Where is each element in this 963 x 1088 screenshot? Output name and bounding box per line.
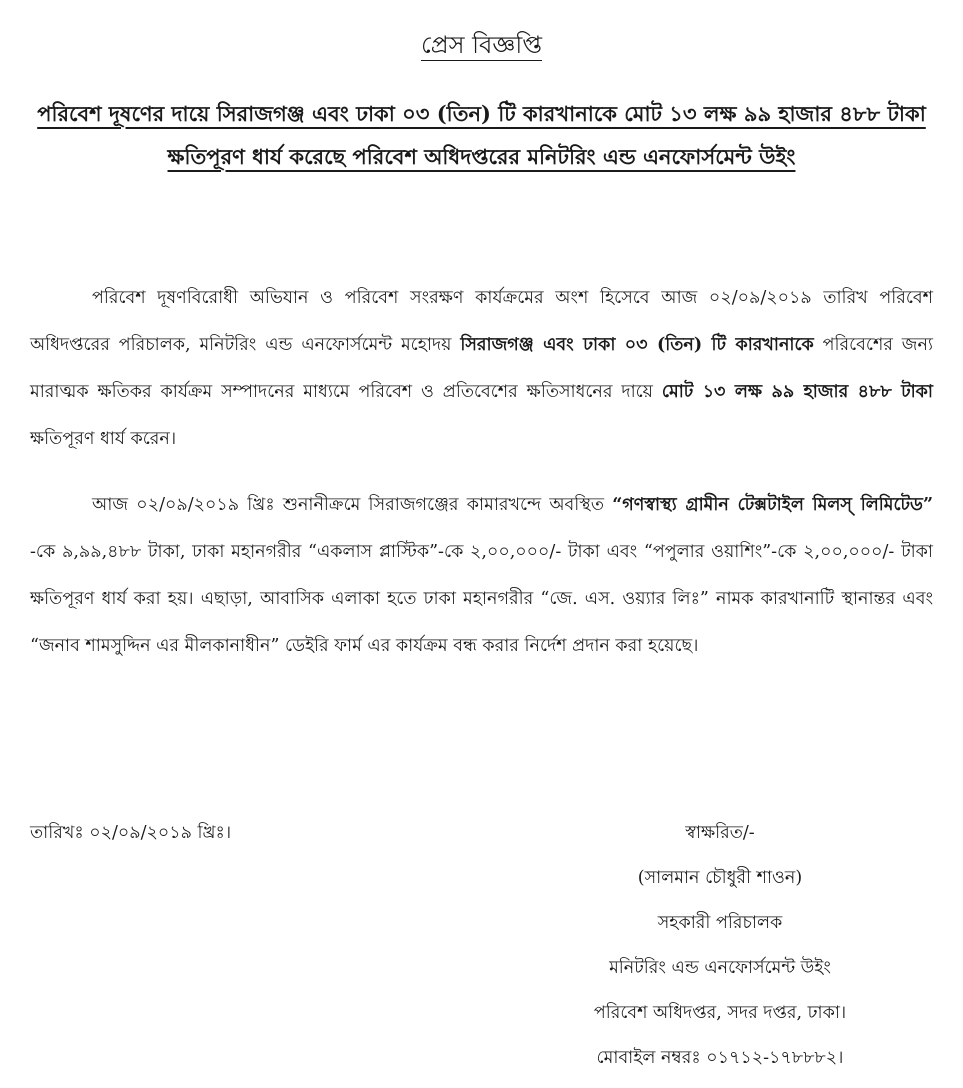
paragraph-1-text-1: পরিবেশ দূষণবিরোধী অভিযান ও পরিবেশ সংরক্ষণ কার্যক্রমের অংশ হিসেবে আজ ০২/০৯/২০১৯ তারিখ পরিবেশ অধিদপ্তরের পরিচালক, মনিটরিং এন্ড এনফোর্সমেন্ট মহোদয় — [30, 288, 933, 355]
headline: পরিবেশ দূষণের দায়ে সিরাজগঞ্জ এবং ঢাকা ০৩ (তিন) টি কারখানাকে মোট ১৩ লক্ষ ৯৯ হাজার ৪৮৮ টাকা ক্ষতিপূরণ ধার্য করেছে পরিবেশ অধিদপ্তরের মনিটরিং এন্ড এনফোর্সমেন্ট উইং — [37, 101, 926, 169]
paragraph-1-text-3: ক্ষতিপূরণ ধার্য করেন। — [30, 429, 177, 449]
document-date: তারিখঃ ০২/০৯/২০১৯ খ্রিঃ। — [30, 823, 232, 843]
paragraph-1 — [30, 275, 933, 463]
paragraph-1-text-2: পরিবেশের জন্য মারাত্মক ক্ষতিকর কার্যক্রম সম্পাদনের মাধ্যমে পরিবেশ ও প্রতিবেশের ক্ষতিসাধনের দায়ে — [30, 335, 933, 402]
signatory-office: পরিবেশ অধিদপ্তর, সদর দপ্তর, ঢাকা। — [593, 1003, 847, 1023]
signature-block — [520, 818, 920, 1088]
paragraph-1-bold-1: সিরাজগঞ্জ এবং ঢাকা ০৩ (তিন) টি কারখানাকে — [460, 335, 814, 355]
signatory-wing: মনিটরিং এন্ড এনফোর্সমেন্ট উইং — [609, 958, 831, 978]
document-title — [0, 28, 963, 62]
paragraph-1-bold-2: মোট ১৩ লক্ষ ৯৯ হাজার ৪৮৮ টাকা — [661, 382, 933, 402]
paragraph-2-text-1: আজ ০২/০৯/২০১৯ খ্রিঃ শুনানীক্রমে সিরাজগঞ্জের কামারখন্দে অবস্থিত — [92, 495, 613, 515]
signatory-name: (সালমান চৌধুরী শাওন) — [637, 868, 803, 888]
signatory-designation: সহকারী পরিচালক — [657, 913, 783, 933]
paragraph-2-bold-1: “গণস্বাস্থ্য গ্রামীন টেক্সটাইল মিলস্ লিমিটেড” — [612, 495, 934, 515]
signed-label: স্বাক্ষরিত/- — [685, 823, 755, 843]
signatory-mobile: মোবাইল নম্বরঃ ০১৭১২-১৭৮৮৮২। — [596, 1048, 844, 1068]
document-title-text: প্রেস বিজ্ঞপ্তি — [421, 31, 542, 59]
paragraph-2 — [30, 482, 933, 670]
paragraph-2-text-2: -কে ৯,৯৯,৪৮৮ টাকা, ঢাকা মহানগরীর “একলাস প্লাস্টিক”-কে ২,০০,০০০/- টাকা এবং “পপুলার ওয়াশিং”-কে ২,০০,০০০/- টাকা ক্ষতিপূরণ ধার্য করা হয়। এছাড়া, আবাসিক এলাকা হতে ঢাকা মহানগরীর “জে. এস. ওয়্যার লিঃ” নামক কারখানাটি স্থানান্তর এবং “জনাব শামসুদ্দিন এর মীলকানাধীন” ডেইরি ফার্ম এর কার্যক্রম বন্ধ করার নির্দেশ প্রদান করা হয়েছে। — [30, 542, 933, 656]
